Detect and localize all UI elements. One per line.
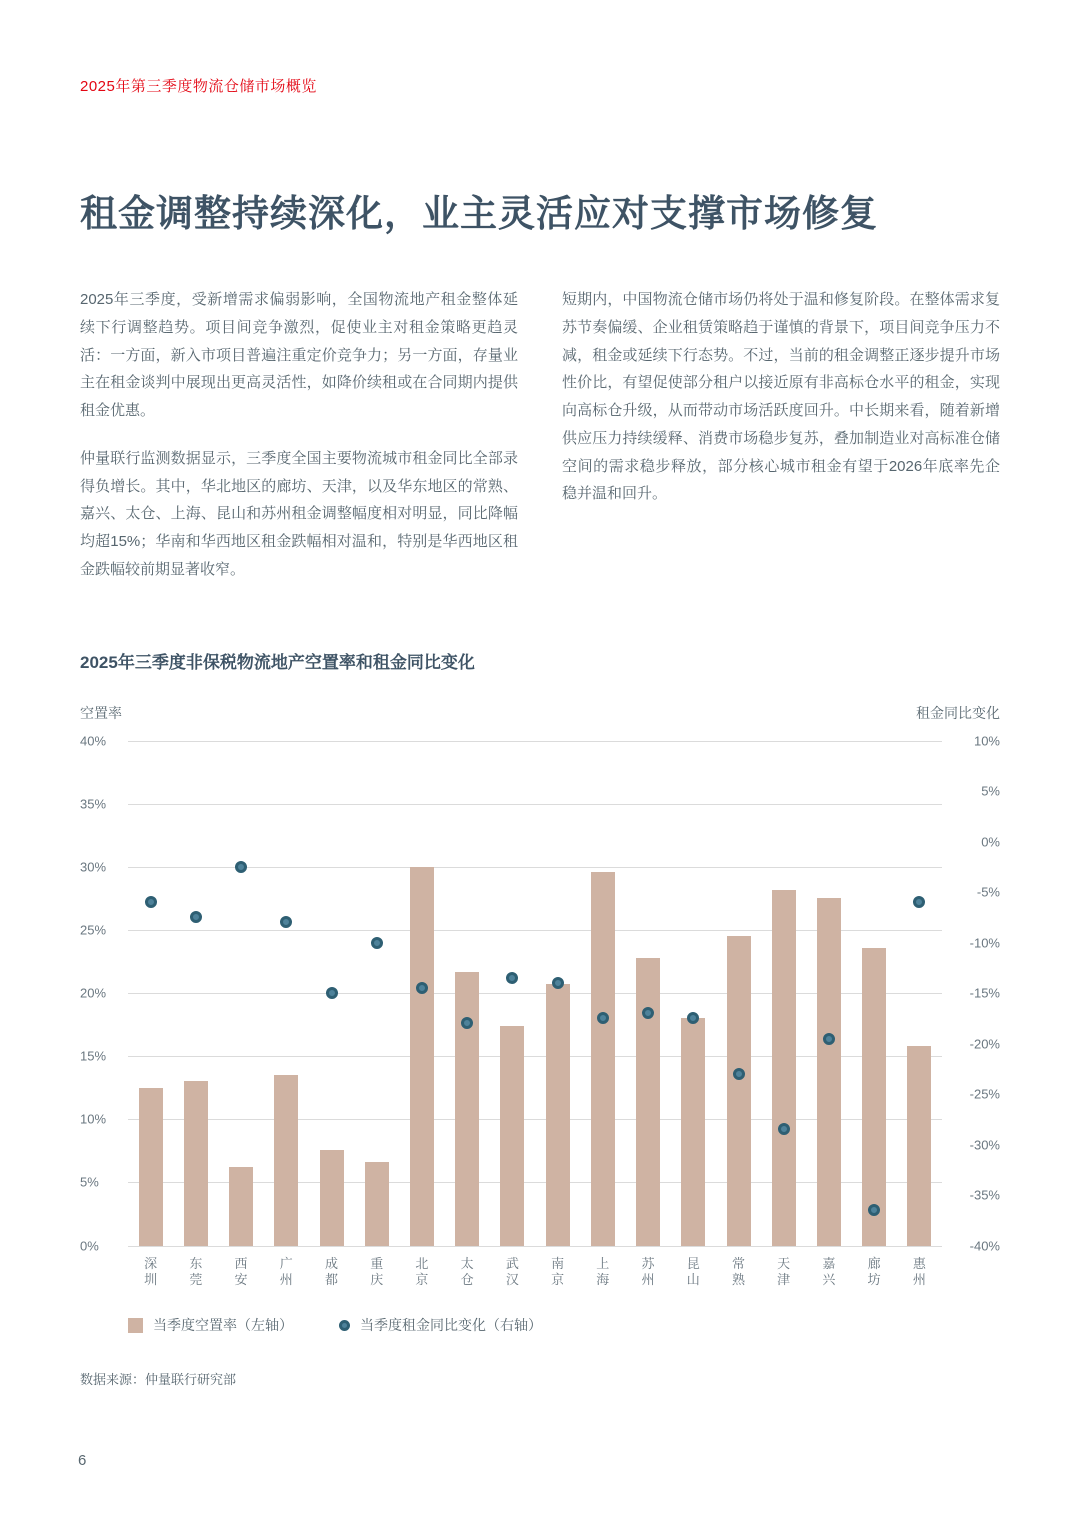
vacancy-bar-西安 bbox=[229, 1167, 253, 1245]
vacancy-bar-惠州 bbox=[907, 1046, 931, 1245]
x-axis-label-天津: 天 津 bbox=[777, 1255, 791, 1288]
vacancy-bar-南京 bbox=[546, 984, 570, 1245]
combo-chart bbox=[80, 733, 1000, 1254]
body-left-column bbox=[80, 286, 518, 604]
rent-change-dot-西安 bbox=[235, 861, 247, 873]
rent-change-dot-东莞 bbox=[190, 911, 202, 923]
x-axis-label-武汉: 武 汉 bbox=[505, 1255, 519, 1288]
x-axis-label-成都: 成 都 bbox=[324, 1255, 338, 1288]
gridline bbox=[128, 804, 942, 805]
vacancy-bar-上海 bbox=[591, 872, 615, 1246]
x-axis-label-常熟: 常 熟 bbox=[731, 1255, 745, 1288]
x-axis-label-嘉兴: 嘉 兴 bbox=[822, 1255, 836, 1288]
x-axis-label-北京: 北 京 bbox=[415, 1255, 429, 1288]
right-axis-ticks bbox=[942, 733, 1000, 1254]
x-axis-label-广州: 广 州 bbox=[279, 1255, 293, 1288]
rent-change-dot-太仓 bbox=[461, 1017, 473, 1029]
x-axis-label-东莞: 东 莞 bbox=[189, 1255, 203, 1288]
vacancy-bar-昆山 bbox=[681, 1018, 705, 1245]
x-axis-label-重庆: 重 庆 bbox=[370, 1255, 384, 1288]
rent-change-dot-北京 bbox=[416, 982, 428, 994]
rent-change-dot-重庆 bbox=[371, 937, 383, 949]
vacancy-bar-太仓 bbox=[455, 972, 479, 1246]
x-axis-label-深圳: 深 圳 bbox=[144, 1255, 158, 1288]
rent-change-dot-上海 bbox=[597, 1012, 609, 1024]
right-axis-tick: 5% bbox=[981, 783, 1000, 799]
x-axis-label-西安: 西 安 bbox=[234, 1255, 248, 1288]
left-axis-tick: 40% bbox=[80, 733, 107, 749]
x-axis-label-南京: 南 京 bbox=[551, 1255, 565, 1288]
gridline bbox=[128, 867, 942, 868]
x-axis-label-太仓: 太 仓 bbox=[460, 1255, 474, 1288]
rent-change-dot-深圳 bbox=[145, 896, 157, 908]
right-axis-title: 租金同比变化 bbox=[916, 704, 1000, 721]
page-title: 租金调整持续深化，业主灵活应对支撑市场修复 bbox=[80, 193, 878, 234]
left-axis-tick: 5% bbox=[80, 1174, 99, 1190]
paragraph: 2025年三季度，受新增需求偏弱影响，全国物流地产租金整体延续下行调整趋势。项目间竞争激烈，促使业主对租金策略更趋灵活：一方面，新入市项目普遍注重定价竞争力；另一方面，存量业主在租金谈判中展现出更高灵活性，如降价续租或在合同期内提供租金优惠。 bbox=[80, 291, 518, 420]
dot-swatch-icon bbox=[339, 1320, 350, 1331]
right-axis-tick: -20% bbox=[969, 1036, 1000, 1052]
vacancy-bar-常熟 bbox=[727, 936, 751, 1245]
right-axis-tick: -5% bbox=[976, 884, 1000, 900]
rent-change-dot-成都 bbox=[326, 987, 338, 999]
gridline bbox=[128, 741, 942, 742]
right-axis-tick: -35% bbox=[969, 1187, 1000, 1203]
legend-label: 当季度租金同比变化（右轴） bbox=[360, 1317, 542, 1334]
body-columns bbox=[80, 286, 1000, 604]
x-axis-label-惠州: 惠 州 bbox=[912, 1255, 926, 1288]
bar-swatch-icon bbox=[128, 1318, 143, 1333]
rent-change-dot-广州 bbox=[280, 916, 292, 928]
chart-source: 数据来源：仲量联行研究部 bbox=[80, 1372, 237, 1388]
page-number: 6 bbox=[78, 1452, 87, 1469]
legend-item-vacancy bbox=[128, 1315, 293, 1335]
x-axis-label-苏州: 苏 州 bbox=[641, 1255, 655, 1288]
right-axis-tick: 10% bbox=[973, 733, 1000, 749]
chart-plot-area bbox=[128, 741, 942, 1246]
right-axis-tick: 0% bbox=[981, 834, 1000, 850]
vacancy-bar-天津 bbox=[772, 890, 796, 1246]
legend-item-rent-change bbox=[339, 1315, 542, 1335]
vacancy-bar-广州 bbox=[274, 1075, 298, 1245]
rent-change-dot-昆山 bbox=[687, 1012, 699, 1024]
right-axis-tick: -40% bbox=[969, 1238, 1000, 1254]
vacancy-bar-深圳 bbox=[139, 1088, 163, 1246]
x-axis-label-上海: 上 海 bbox=[596, 1255, 610, 1288]
body-right-column bbox=[562, 286, 1000, 604]
vacancy-bar-北京 bbox=[410, 867, 434, 1246]
rent-change-dot-常熟 bbox=[733, 1068, 745, 1080]
left-axis-title: 空置率 bbox=[80, 704, 122, 721]
rent-change-dot-天津 bbox=[778, 1123, 790, 1135]
vacancy-bar-东莞 bbox=[184, 1081, 208, 1245]
left-axis-tick: 0% bbox=[80, 1238, 99, 1254]
chart-title: 2025年三季度非保税物流地产空置率和租金同比变化 bbox=[80, 652, 475, 672]
rent-change-dot-武汉 bbox=[506, 972, 518, 984]
vacancy-bar-廊坊 bbox=[862, 948, 886, 1246]
right-axis-tick: -10% bbox=[969, 935, 1000, 951]
paragraph: 短期内，中国物流仓储市场仍将处于温和修复阶段。在整体需求复苏节奏偏缓、企业租赁策略趋于谨慎的背景下，项目间竞争压力不减，租金或延续下行态势。不过，当前的租金调整正逐步提升市场性价比，有望促使部分租户以接近原有非高标仓水平的租金，实现向高标仓升级，从而带动市场活跃度回升。中长期来看，随着新增供应压力持续缓释、消费市场稳步复苏，叠加制造业对高标准仓储空间的需求稳步释放，部分核心城市租金有望于2026年底率先企稳并温和回升。 bbox=[562, 291, 1000, 503]
left-axis-ticks bbox=[80, 733, 128, 1254]
left-axis-tick: 35% bbox=[80, 796, 107, 812]
vacancy-bar-嘉兴 bbox=[817, 898, 841, 1245]
vacancy-bar-成都 bbox=[320, 1150, 344, 1246]
rent-change-dot-苏州 bbox=[642, 1007, 654, 1019]
left-axis-tick: 10% bbox=[80, 1111, 107, 1127]
right-axis-tick: -25% bbox=[969, 1086, 1000, 1102]
report-header: 2025年第三季度物流仓储市场概览 bbox=[80, 78, 317, 95]
left-axis-tick: 20% bbox=[80, 985, 107, 1001]
legend-label: 当季度空置率（左轴） bbox=[153, 1317, 293, 1334]
paragraph: 仲量联行监测数据显示，三季度全国主要物流城市租金同比全部录得负增长。其中，华北地区的廊坊、天津，以及华东地区的常熟、嘉兴、太仓、上海、昆山和苏州租金调整幅度相对明显，同比降幅均超15%；华南和华西地区租金跌幅相对温和，特别是华西地区租金跌幅较前期显著收窄。 bbox=[80, 449, 518, 578]
rent-change-dot-惠州 bbox=[913, 896, 925, 908]
rent-change-dot-嘉兴 bbox=[823, 1033, 835, 1045]
vacancy-bar-苏州 bbox=[636, 958, 660, 1246]
vacancy-bar-武汉 bbox=[500, 1026, 524, 1246]
gridline bbox=[128, 1246, 942, 1247]
x-axis-labels bbox=[128, 1256, 942, 1290]
vacancy-bar-重庆 bbox=[365, 1162, 389, 1245]
axis-titles bbox=[80, 703, 1000, 723]
x-axis-label-廊坊: 廊 坊 bbox=[867, 1255, 881, 1288]
left-axis-tick: 30% bbox=[80, 859, 107, 875]
chart-legend bbox=[128, 1315, 1000, 1335]
right-axis-tick: -30% bbox=[969, 1137, 1000, 1153]
right-axis-tick: -15% bbox=[969, 985, 1000, 1001]
rent-change-dot-廊坊 bbox=[868, 1204, 880, 1216]
x-axis bbox=[80, 1256, 1000, 1290]
x-axis-label-昆山: 昆 山 bbox=[686, 1255, 700, 1288]
left-axis-tick: 15% bbox=[80, 1048, 107, 1064]
rent-change-dot-南京 bbox=[552, 977, 564, 989]
left-axis-tick: 25% bbox=[80, 922, 107, 938]
